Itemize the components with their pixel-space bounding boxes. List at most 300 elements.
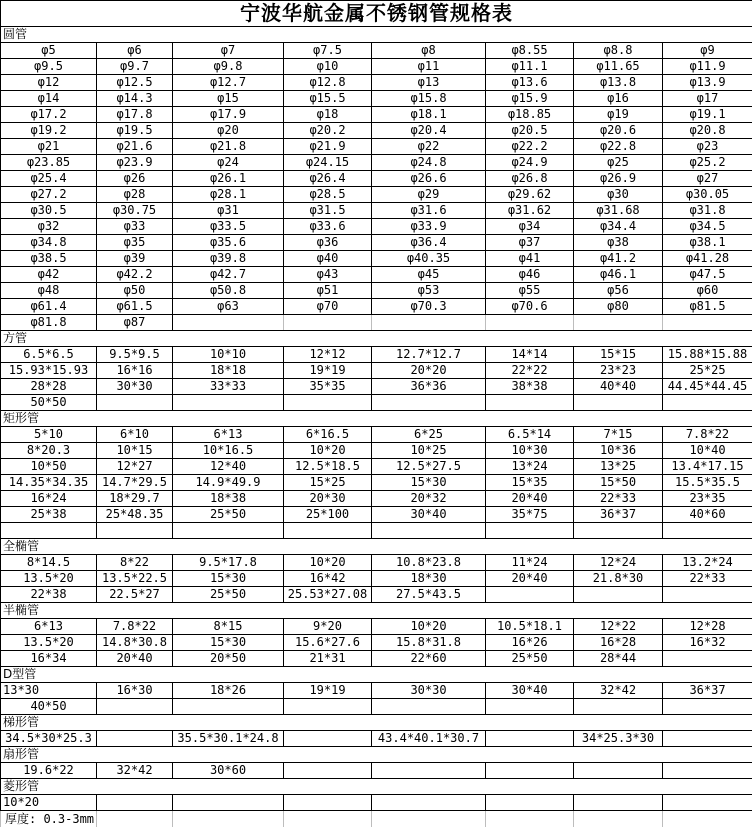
section-row-diamond-pipe (1, 779, 752, 795)
spec-cell: φ19 (574, 107, 663, 123)
spec-row-rect-pipe-5 (1, 507, 752, 523)
spec-row-round-pipe-6 (1, 139, 752, 155)
spec-cell: 19*19 (284, 683, 372, 699)
spec-cell: 12*22 (574, 619, 663, 635)
spec-cell: 19*19 (284, 363, 372, 379)
spec-cell: φ37 (486, 235, 574, 251)
spec-cell: 16*28 (574, 635, 663, 651)
spec-row-round-pipe-15 (1, 283, 752, 299)
spec-cell: φ36 (284, 235, 372, 251)
spec-cell: φ43 (284, 267, 372, 283)
spec-cell (663, 731, 752, 747)
spec-cell: φ13.9 (663, 75, 752, 91)
footer-section (1, 811, 752, 828)
spec-cell: 40*40 (574, 379, 663, 395)
spec-cell: 10*20 (284, 555, 372, 571)
spec-cell: φ34.8 (1, 235, 97, 251)
spec-cell (372, 763, 486, 779)
spec-row-round-pipe-7 (1, 155, 752, 171)
spec-cell: 25*38 (1, 507, 97, 523)
spec-cell: φ70 (284, 299, 372, 315)
spec-cell: 10*25 (372, 443, 486, 459)
spec-cell: φ13 (372, 75, 486, 91)
spec-cell: 30*60 (173, 763, 284, 779)
spec-cell: φ11.9 (663, 59, 752, 75)
spec-row-d-type-pipe-1 (1, 699, 752, 715)
spec-cell (97, 699, 173, 715)
spec-cell: 12.7*12.7 (372, 347, 486, 363)
spec-cell: 6.5*14 (486, 427, 574, 443)
spec-cell: 15*50 (574, 475, 663, 491)
spec-cell (173, 395, 284, 411)
spec-row-round-pipe-14 (1, 267, 752, 283)
spec-cell: 6*16.5 (284, 427, 372, 443)
spec-cell (372, 395, 486, 411)
spec-cell: φ24 (173, 155, 284, 171)
spec-cell: 15*30 (372, 475, 486, 491)
spec-cell: 27.5*43.5 (372, 587, 486, 603)
spec-cell (574, 395, 663, 411)
title-row (1, 1, 752, 27)
spec-cell: 16*24 (1, 491, 97, 507)
spec-cell: 18*38 (173, 491, 284, 507)
spec-row-round-pipe-16 (1, 299, 752, 315)
spec-row-round-pipe-11 (1, 219, 752, 235)
section-label-full-oval-pipe: 全椭管 (1, 539, 752, 555)
spec-cell (663, 587, 752, 603)
spec-cell: φ17.8 (97, 107, 173, 123)
spec-cell: φ40.35 (372, 251, 486, 267)
empty-cell (486, 811, 574, 828)
spec-cell: 32*42 (574, 683, 663, 699)
spec-cell: φ63 (173, 299, 284, 315)
spec-cell: 15.6*27.6 (284, 635, 372, 651)
spec-cell: 7.8*22 (97, 619, 173, 635)
spec-cell: φ24.15 (284, 155, 372, 171)
spec-cell: φ5 (1, 43, 97, 59)
spec-cell (97, 523, 173, 539)
spec-cell: 16*32 (663, 635, 752, 651)
spec-cell: 15.8*31.8 (372, 635, 486, 651)
title-section (1, 1, 752, 27)
spec-cell: 16*30 (97, 683, 173, 699)
spec-cell: 14.35*34.35 (1, 475, 97, 491)
spec-cell: 19.6*22 (1, 763, 97, 779)
spec-cell: φ35 (97, 235, 173, 251)
spec-cell: φ23.9 (97, 155, 173, 171)
spec-row-rect-pipe-2 (1, 459, 752, 475)
spec-cell: φ33.9 (372, 219, 486, 235)
spec-cell (372, 523, 486, 539)
section-row-trapezoid-pipe (1, 715, 752, 731)
spec-cell: 50*50 (1, 395, 97, 411)
section-label-round-pipe: 圆管 (1, 27, 752, 43)
spec-cell: 9.5*9.5 (97, 347, 173, 363)
spec-cell: 6*25 (372, 427, 486, 443)
spec-cell: φ15.9 (486, 91, 574, 107)
spec-cell: 34*25.3*30 (574, 731, 663, 747)
spec-cell: φ31 (173, 203, 284, 219)
section-row-square-pipe (1, 331, 752, 347)
spec-cell: φ46.1 (574, 267, 663, 283)
spec-cell: φ39 (97, 251, 173, 267)
spec-cell: φ21.8 (173, 139, 284, 155)
spec-cell: φ33 (97, 219, 173, 235)
spec-cell: 8*14.5 (1, 555, 97, 571)
spec-cell: 28*28 (1, 379, 97, 395)
spec-cell: 5*10 (1, 427, 97, 443)
spec-cell: φ31.6 (372, 203, 486, 219)
spec-cell: 7*15 (574, 427, 663, 443)
spec-cell: φ22.8 (574, 139, 663, 155)
spec-cell: 15.93*15.93 (1, 363, 97, 379)
spec-cell (486, 763, 574, 779)
spec-cell: 7.8*22 (663, 427, 752, 443)
spec-cell: 13*25 (574, 459, 663, 475)
spec-cell: φ19.2 (1, 123, 97, 139)
spec-cell: φ28 (97, 187, 173, 203)
spec-cell: φ33.6 (284, 219, 372, 235)
spec-cell: φ19.5 (97, 123, 173, 139)
spec-row-fan-pipe-0 (1, 763, 752, 779)
spec-cell: φ51 (284, 283, 372, 299)
spec-cell: φ6 (97, 43, 173, 59)
spec-cell (486, 395, 574, 411)
spec-cell: φ26.4 (284, 171, 372, 187)
spec-cell: 10*30 (486, 443, 574, 459)
spec-cell: φ11.65 (574, 59, 663, 75)
spec-row-trapezoid-pipe-0 (1, 731, 752, 747)
spec-cell: 13.5*20 (1, 635, 97, 651)
spec-cell: φ20 (173, 123, 284, 139)
section-row-d-type-pipe (1, 667, 752, 683)
spec-cell: 12*12 (284, 347, 372, 363)
empty-cell (97, 811, 173, 828)
spec-cell: 14.9*49.9 (173, 475, 284, 491)
spec-cell (574, 763, 663, 779)
spec-row-round-pipe-8 (1, 171, 752, 187)
spec-cell (663, 651, 752, 667)
spec-cell: 18*18 (173, 363, 284, 379)
spec-row-round-pipe-0 (1, 43, 752, 59)
spec-cell: 25*50 (486, 651, 574, 667)
spec-cell: φ30 (574, 187, 663, 203)
spec-cell: 10.5*18.1 (486, 619, 574, 635)
spec-cell: 43.4*40.1*30.7 (372, 731, 486, 747)
spec-cell: φ41.2 (574, 251, 663, 267)
spec-cell: 36*37 (574, 507, 663, 523)
spec-cell: φ14.3 (97, 91, 173, 107)
spec-cell: φ29.62 (486, 187, 574, 203)
spec-cell: 18*29.7 (97, 491, 173, 507)
spec-cell: 13*30 (1, 683, 97, 699)
spec-cell: φ21 (1, 139, 97, 155)
spec-cell (372, 699, 486, 715)
spec-cell (486, 795, 574, 811)
spec-cell (1, 523, 97, 539)
spec-cell: 25*48.35 (97, 507, 173, 523)
spec-cell: 8*15 (173, 619, 284, 635)
spec-cell (284, 315, 372, 331)
spec-cell: 15*35 (486, 475, 574, 491)
spec-cell: 6*13 (1, 619, 97, 635)
spec-cell: 25.53*27.08 (284, 587, 372, 603)
spec-cell (173, 315, 284, 331)
spec-cell (486, 523, 574, 539)
spec-cell: φ40 (284, 251, 372, 267)
spec-cell: φ31.62 (486, 203, 574, 219)
spec-cell: φ12 (1, 75, 97, 91)
section-label-fan-pipe: 扇形管 (1, 747, 752, 763)
spec-cell: φ31.8 (663, 203, 752, 219)
spec-cell: 22*38 (1, 587, 97, 603)
spec-cell (663, 315, 752, 331)
spec-row-round-pipe-10 (1, 203, 752, 219)
spec-cell: 12*24 (574, 555, 663, 571)
spec-cell: 25*50 (173, 587, 284, 603)
spec-cell (97, 395, 173, 411)
spec-cell (173, 795, 284, 811)
spec-cell: φ13.8 (574, 75, 663, 91)
spec-cell: 40*50 (1, 699, 97, 715)
spec-cell: φ34.4 (574, 219, 663, 235)
spec-row-full-oval-pipe-0 (1, 555, 752, 571)
spec-cell: φ27 (663, 171, 752, 187)
spec-cell: 30*30 (372, 683, 486, 699)
spec-cell: 30*40 (486, 683, 574, 699)
spec-cell: φ20.5 (486, 123, 574, 139)
spec-cell: 38*38 (486, 379, 574, 395)
spec-cell: φ9.7 (97, 59, 173, 75)
spec-cell: 8*20.3 (1, 443, 97, 459)
spec-cell: 11*24 (486, 555, 574, 571)
spec-cell: φ13.6 (486, 75, 574, 91)
spec-row-round-pipe-13 (1, 251, 752, 267)
spec-cell: φ80 (574, 299, 663, 315)
spec-cell (663, 763, 752, 779)
spec-cell: φ70.6 (486, 299, 574, 315)
spec-row-round-pipe-1 (1, 59, 752, 75)
spec-row-diamond-pipe-0 (1, 795, 752, 811)
spec-cell: φ15 (173, 91, 284, 107)
spec-cell: 15*30 (173, 571, 284, 587)
spec-cell: 14*14 (486, 347, 574, 363)
spec-cell: 20*32 (372, 491, 486, 507)
spec-cell: φ26.8 (486, 171, 574, 187)
spec-cell (486, 731, 574, 747)
spec-cell: φ12.8 (284, 75, 372, 91)
spec-cell (663, 699, 752, 715)
spec-cell: 9.5*17.8 (173, 555, 284, 571)
empty-cell (574, 811, 663, 828)
spec-cell: 10*36 (574, 443, 663, 459)
spec-cell: 22*60 (372, 651, 486, 667)
spec-cell: φ30.5 (1, 203, 97, 219)
spec-row-rect-pipe-6 (1, 523, 752, 539)
spec-cell: φ38.5 (1, 251, 97, 267)
spec-cell: φ50.8 (173, 283, 284, 299)
spec-cell: 20*40 (486, 491, 574, 507)
spec-cell (574, 523, 663, 539)
spec-cell: φ22 (372, 139, 486, 155)
spec-cell: φ30.05 (663, 187, 752, 203)
spec-cell (372, 795, 486, 811)
spec-row-square-pipe-1 (1, 363, 752, 379)
spec-cell: 22*33 (663, 571, 752, 587)
spec-cell: φ9.8 (173, 59, 284, 75)
spec-cell: φ55 (486, 283, 574, 299)
spec-cell: φ15.5 (284, 91, 372, 107)
spec-row-rect-pipe-1 (1, 443, 752, 459)
spec-cell: φ16 (574, 91, 663, 107)
section-label-diamond-pipe: 菱形管 (1, 779, 752, 795)
spec-cell (574, 795, 663, 811)
spec-cell: φ12.7 (173, 75, 284, 91)
spec-cell: 10*50 (1, 459, 97, 475)
spec-cell (284, 763, 372, 779)
spec-cell: 32*42 (97, 763, 173, 779)
spec-cell: φ60 (663, 283, 752, 299)
spec-cell: φ34 (486, 219, 574, 235)
section-row-round-pipe (1, 27, 752, 43)
section-row-full-oval-pipe (1, 539, 752, 555)
page-title: 宁波华航金属不锈钢管规格表 (1, 1, 752, 27)
spec-cell: 15.5*35.5 (663, 475, 752, 491)
spec-cell: 28*44 (574, 651, 663, 667)
spec-cell: 14.8*30.8 (97, 635, 173, 651)
spec-row-round-pipe-17 (1, 315, 752, 331)
spec-cell: φ18.85 (486, 107, 574, 123)
spec-cell: φ8 (372, 43, 486, 59)
spec-cell: 6.5*6.5 (1, 347, 97, 363)
spec-cell: φ24.9 (486, 155, 574, 171)
spec-cell: φ81.8 (1, 315, 97, 331)
spec-cell: 22*33 (574, 491, 663, 507)
spec-cell: φ24.8 (372, 155, 486, 171)
spec-cell: 16*42 (284, 571, 372, 587)
spec-cell (663, 395, 752, 411)
spec-cell: φ35.6 (173, 235, 284, 251)
spec-table-body (1, 27, 752, 811)
spec-row-full-oval-pipe-2 (1, 587, 752, 603)
spec-cell: φ61.5 (97, 299, 173, 315)
spec-cell: 16*16 (97, 363, 173, 379)
spec-cell: φ34.5 (663, 219, 752, 235)
spec-cell: 40*60 (663, 507, 752, 523)
spec-cell: φ21.9 (284, 139, 372, 155)
spec-cell: φ9 (663, 43, 752, 59)
spec-cell: φ26.9 (574, 171, 663, 187)
spec-cell: φ70.3 (372, 299, 486, 315)
spec-cell: 23*23 (574, 363, 663, 379)
spec-cell: φ33.5 (173, 219, 284, 235)
spec-cell: φ20.2 (284, 123, 372, 139)
spec-cell (574, 315, 663, 331)
spec-cell: 22*22 (486, 363, 574, 379)
spec-row-round-pipe-4 (1, 107, 752, 123)
spec-cell (372, 315, 486, 331)
spec-cell: φ25 (574, 155, 663, 171)
spec-cell: φ17.2 (1, 107, 97, 123)
spec-cell: φ26 (97, 171, 173, 187)
spec-cell: 9*20 (284, 619, 372, 635)
spec-cell: φ23.85 (1, 155, 97, 171)
spec-cell: 30*40 (372, 507, 486, 523)
spec-cell: φ42 (1, 267, 97, 283)
spec-cell: 33*33 (173, 379, 284, 395)
spec-cell: φ38 (574, 235, 663, 251)
spec-row-round-pipe-2 (1, 75, 752, 91)
spec-cell: 10*40 (663, 443, 752, 459)
spec-cell: 20*20 (372, 363, 486, 379)
spec-cell: 35*75 (486, 507, 574, 523)
spec-cell: φ23 (663, 139, 752, 155)
spec-cell: 10.8*23.8 (372, 555, 486, 571)
spec-row-rect-pipe-3 (1, 475, 752, 491)
spec-cell: φ26.1 (173, 171, 284, 187)
spec-cell: φ46 (486, 267, 574, 283)
spec-cell: 22.5*27 (97, 587, 173, 603)
spec-cell: 10*20 (372, 619, 486, 635)
spec-cell: φ15.8 (372, 91, 486, 107)
spec-cell: φ20.6 (574, 123, 663, 139)
spec-cell (574, 587, 663, 603)
spec-cell: φ25.2 (663, 155, 752, 171)
spec-row-half-oval-pipe-0 (1, 619, 752, 635)
section-label-rect-pipe: 矩形管 (1, 411, 752, 427)
spec-cell: 12*40 (173, 459, 284, 475)
spec-cell: φ19.1 (663, 107, 752, 123)
spec-cell (486, 587, 574, 603)
spec-cell: 15*15 (574, 347, 663, 363)
spec-cell: φ11 (372, 59, 486, 75)
spec-cell: 30*30 (97, 379, 173, 395)
spec-cell: φ41.28 (663, 251, 752, 267)
spec-cell: 14.7*29.5 (97, 475, 173, 491)
spec-cell (173, 699, 284, 715)
spec-cell: φ42.7 (173, 267, 284, 283)
spec-row-square-pipe-0 (1, 347, 752, 363)
spec-cell: 23*35 (663, 491, 752, 507)
spec-row-square-pipe-2 (1, 379, 752, 395)
spec-cell: φ45 (372, 267, 486, 283)
spec-cell: 25*100 (284, 507, 372, 523)
spec-cell: 6*10 (97, 427, 173, 443)
spec-cell: φ20.8 (663, 123, 752, 139)
spec-cell (486, 315, 574, 331)
spec-row-rect-pipe-4 (1, 491, 752, 507)
spec-cell: 44.45*44.45 (663, 379, 752, 395)
spec-row-d-type-pipe-0 (1, 683, 752, 699)
spec-cell: φ39.8 (173, 251, 284, 267)
spec-cell: φ30.75 (97, 203, 173, 219)
spec-cell: φ28.1 (173, 187, 284, 203)
spec-cell: 35*35 (284, 379, 372, 395)
spec-cell: φ20.4 (372, 123, 486, 139)
spec-cell: φ18.1 (372, 107, 486, 123)
spec-row-round-pipe-5 (1, 123, 752, 139)
spec-cell: φ10 (284, 59, 372, 75)
spec-row-round-pipe-9 (1, 187, 752, 203)
spec-row-round-pipe-12 (1, 235, 752, 251)
spec-cell: 10*15 (97, 443, 173, 459)
empty-cell (663, 811, 752, 828)
spec-row-full-oval-pipe-1 (1, 571, 752, 587)
section-row-fan-pipe (1, 747, 752, 763)
spec-cell: 10*10 (173, 347, 284, 363)
spec-row-rect-pipe-0 (1, 427, 752, 443)
spec-cell: φ18 (284, 107, 372, 123)
